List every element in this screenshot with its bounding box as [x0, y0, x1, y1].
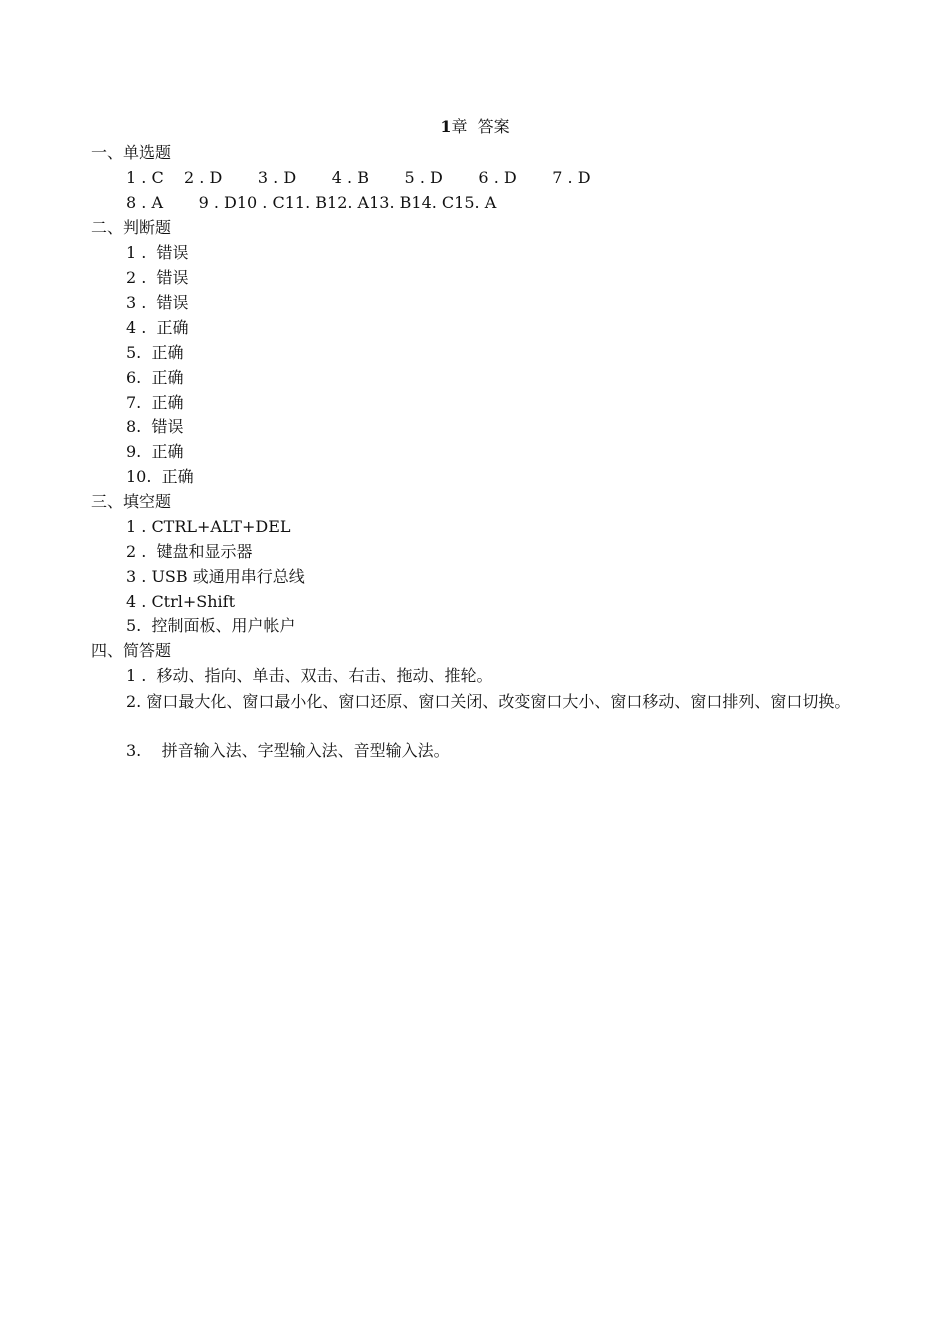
true-false-item: 1 . 错误 — [126, 243, 189, 262]
true-false-item: 7. 正确 — [126, 393, 184, 412]
page-title — [0, 115, 950, 139]
fill-blank-item: 4 . Ctrl+Shift — [126, 592, 236, 611]
short-answer-item: 1 . 移动、指向、单击、双击、右击、拖动、推轮。 — [126, 666, 493, 685]
true-false-item: 10. 正确 — [126, 467, 194, 486]
single-choice-row: 1 . C 2 . D 3 . D 4 . B 5 . D 6 . D 7 . D — [126, 168, 591, 187]
fill-blank-item: 1 . CTRL+ALT+DEL — [126, 517, 291, 536]
single-choice-row: 8 . A 9 . D10 . C11. B12. A13. B14. C15. A — [126, 193, 497, 212]
true-false-item: 3 . 错误 — [126, 293, 189, 312]
fill-blank-item: 2 . 键盘和显示器 — [126, 542, 253, 561]
true-false-item: 2 . 错误 — [126, 268, 189, 287]
section-heading-fill-blank: 三、填空题 — [91, 492, 172, 511]
short-answer-item: 2. 窗口最大化、窗口最小化、窗口还原、窗口关闭、改变窗口大小、窗口移动、窗口排列、窗口切换。 — [126, 692, 851, 711]
true-false-item: 6. 正确 — [126, 368, 184, 387]
fill-blank-item: 5. 控制面板、用户帐户 — [126, 616, 296, 635]
true-false-item: 9. 正确 — [126, 442, 184, 461]
true-false-item: 4 . 正确 — [126, 318, 189, 337]
fill-blank-item: 3 . USB 或通用串行总线 — [126, 567, 305, 586]
chapter-title-text: 章 答案 — [451, 117, 510, 136]
short-answer-item: 3. 拼音输入法、字型输入法、音型输入法。 — [126, 741, 450, 760]
true-false-item: 5. 正确 — [126, 343, 184, 362]
section-heading-short-answer: 四、简答题 — [91, 641, 172, 660]
section-heading-true-false: 二、判断题 — [91, 218, 172, 237]
chapter-number: 1 — [440, 117, 452, 136]
true-false-item: 8. 错误 — [126, 417, 184, 436]
section-heading-single-choice: 一、单选题 — [91, 143, 172, 162]
